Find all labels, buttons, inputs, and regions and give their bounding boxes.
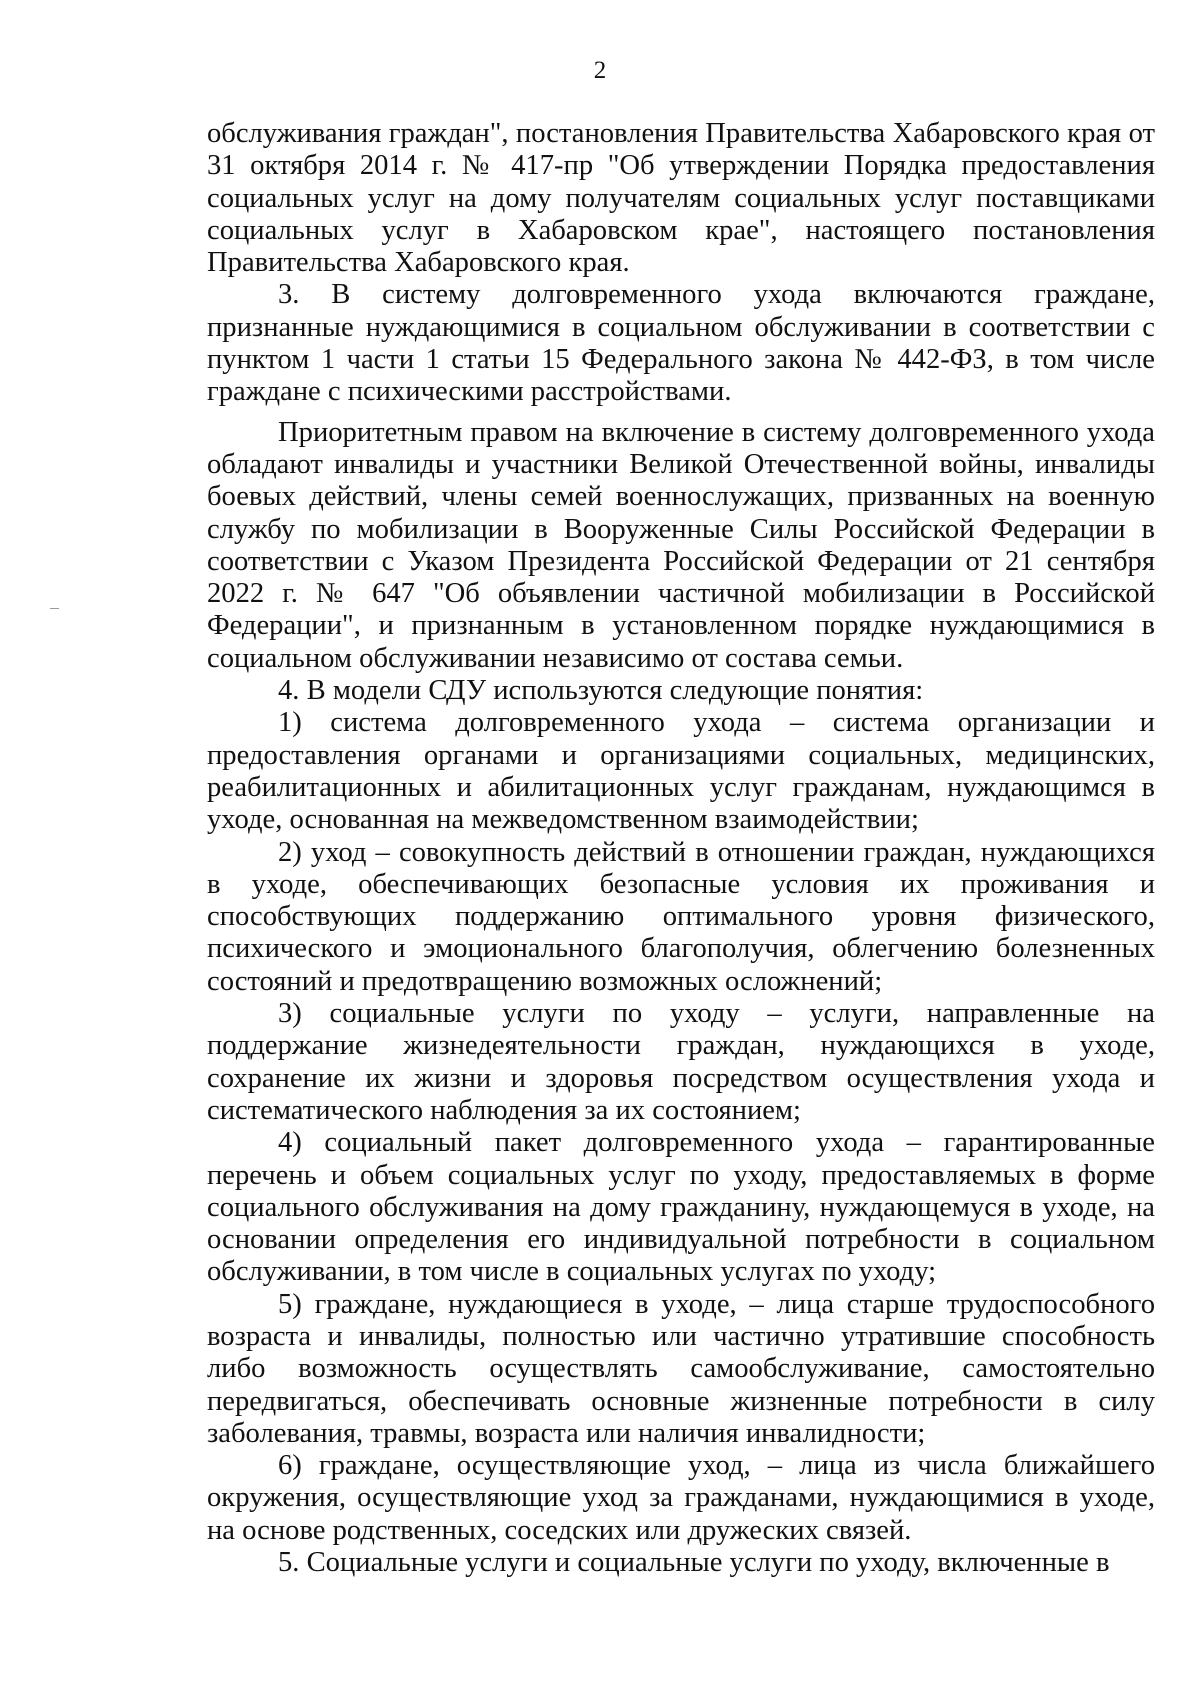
- definition-5: 5) граждане, нуждающиеся в уходе, – лица старше трудоспособного возраста и инвалиды, полностью или частично утратившие способность либо возможность осуществлять самообслуживание, самостоятельно передвигаться, обеспечивать основные жизненные потребности в силу заболевания, травмы, возраста или наличия инвалидности;: [207, 1288, 1155, 1449]
- definition-4: 4) социальный пакет долговременного ухода – гарантированные перечень и объем социальных услуг по уходу, предоставляемых в форме социального обслуживания на дому гражданину, нуждающемуся в уходе, на основании определения его индивидуальной потребности в социальном обслуживании, в том числе в социальных услугах по уходу;: [207, 1127, 1155, 1288]
- definition-3: 3) социальные услуги по уходу – услуги, направленные на поддержание жизнедеятельности граждан, нуждающихся в уходе, сохранение их жизни и здоровья посредством осуществления ухода и систематического наблюдения за их состоянием;: [207, 998, 1155, 1126]
- margin-scan-mark: [50, 608, 59, 609]
- paragraph-item-3: 3. В систему долговременного ухода включаются граждане, признанные нуждающимися в социальном обслуживании в соответствии с пунктом 1 части 1 статьи 15 Федерального закона № 442-ФЗ, в том числе граждане с психическими расстройствами.: [207, 279, 1155, 408]
- definition-6: 6) граждане, осуществляющие уход, – лица из числа ближайшего окружения, осуществляющие уход за гражданами, нуждающимися в уходе, на основе родственных, соседских или дружеских связей.: [207, 1450, 1155, 1546]
- definition-2: 2) уход – совокупность действий в отношении граждан, нуждающихся в уходе, обеспечивающих безопасные условия их проживания и способствующих поддержанию оптимального уровня физического, психического и эмоционального благополучия, облегчению болезненных состояний и предотвращению возможных осложнений;: [207, 836, 1155, 997]
- paragraph-item-5: 5. Социальные услуги и социальные услуги по уходу, включенные в: [278, 1547, 1110, 1579]
- page-number: 2: [593, 57, 607, 84]
- paragraph-priority-right: Приоритетным правом на включение в систему долговременного ухода обладают инвалиды и участники Великой Отечественной войны, инвалиды боевых действий, члены семей военнослужащих, призванных на военную службу по мобилизации в Вооруженные Силы Российской Федерации в соответствии с Указом Президента Российской Федерации от 21 сентября 2022 г. № 647 "Об объявлении частичной мобилизации в Российской Федерации", и признанным в установленном порядке нуждающимися в социальном обслуживании независимо от состава семьи.: [207, 416, 1155, 674]
- document-body: [207, 118, 1155, 1579]
- paragraph-continuation: обслуживания граждан", постановления Правительства Хабаровского края от 31 октября 2014 г. № 417-пр "Об утверждении Порядка предоставления социальных услуг на дому получателям социальных услуг поставщиками социальных услуг в Хабаровском крае", настоящего постановления Правительства Хабаровского края.: [207, 118, 1155, 279]
- paragraph-item-4: 4. В модели СДУ используются следующие понятия:: [278, 675, 924, 707]
- definition-1: 1) система долговременного ухода – система организации и предоставления органами и организациями социальных, медицинских, реабилитационных и абилитационных услуг гражданам, нуждающимся в уходе, основанная на межведомственном взаимодействии;: [207, 707, 1155, 836]
